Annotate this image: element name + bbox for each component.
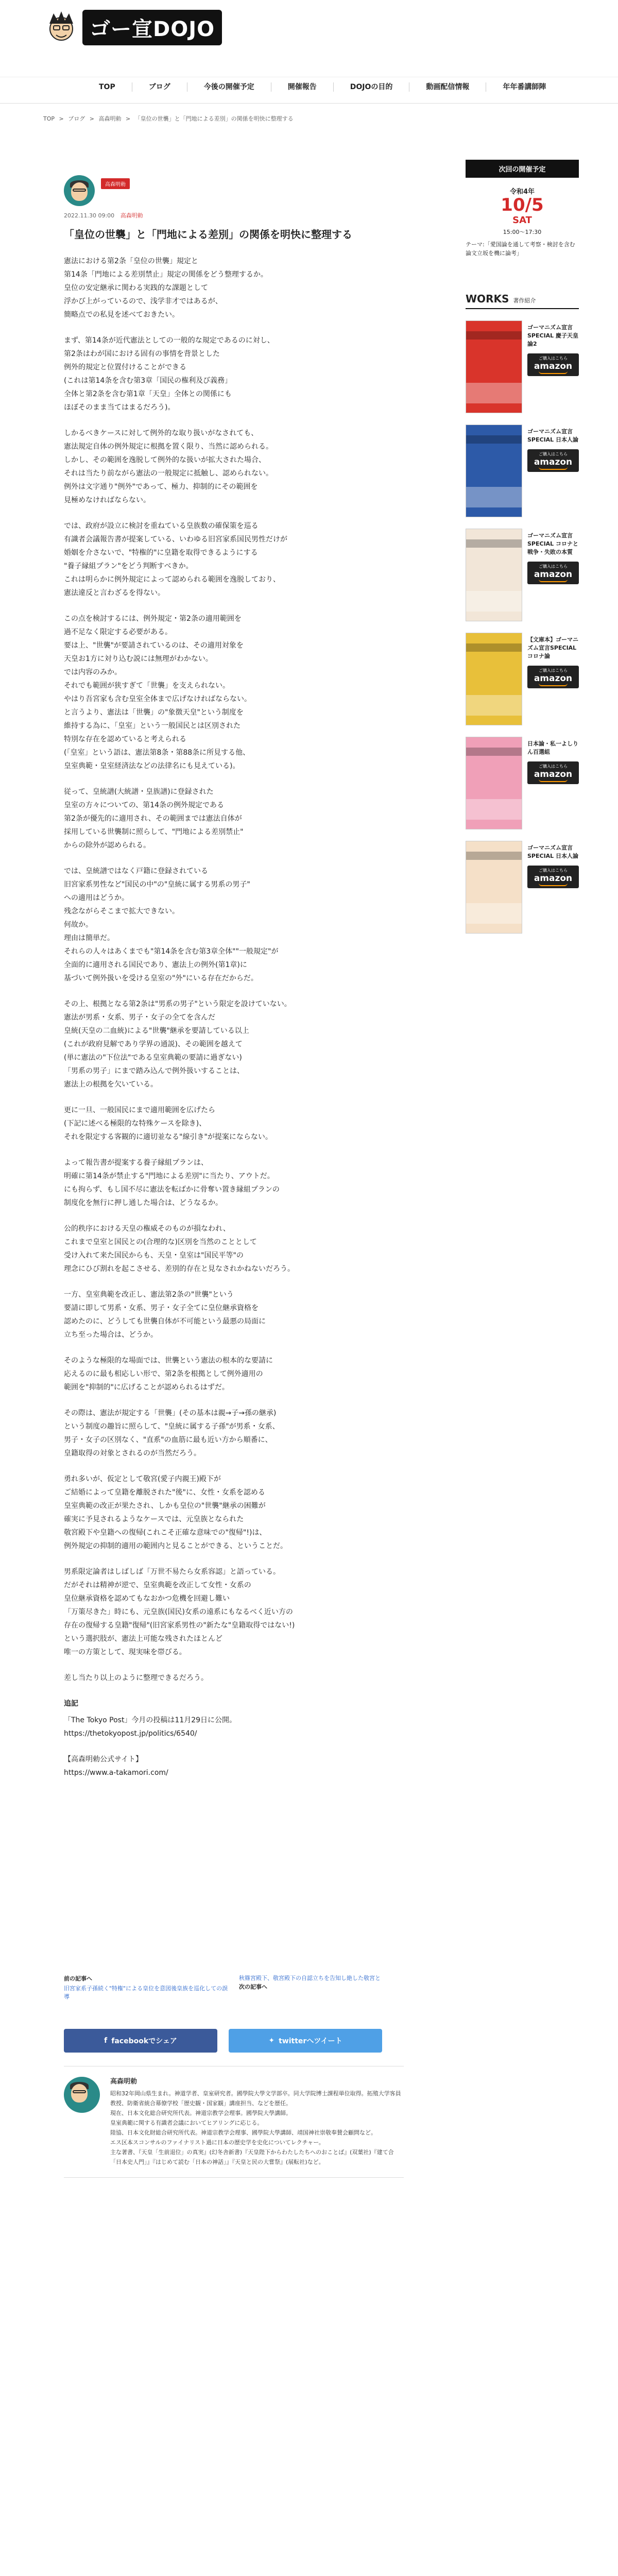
post-paragraph: 更に一旦、一般国民にまで適用範囲を広げたら (下記に述べる極限的な特殊ケースを除き)、 それを限定する客観的に適切並なる"線引き"が提案にならない。 [64, 1106, 272, 1141]
nav-blog[interactable]: ブログ [132, 82, 187, 92]
post-body [64, 255, 404, 1780]
nav-divider [0, 103, 618, 104]
nav-purpose[interactable]: DOJOの目的 [334, 82, 410, 92]
post-paragraph: この点を検討するには、例外規定・第2条の適用範囲を 過不足なく限定する必要がある。 要は上、"世襲"が要請されているのは、その適用対象を 天皇お1方に対り込む説には無理がわかない。 では内容のみか。 それでも範囲が狭すぎて「世襲」を支えられない。 やはり吾宮家も含む皇室全体まで広げなければならない。 と言うより、憲法は「世襲」の"象徴天皇"という制度を 維持する為に、「皇室」という一般国民とは区別された 特別な存在を認めていると考えられる (「皇室」という語は、憲法第8条・第88条に所見する他、 皇室典範・皇室経済法などの法律名にも見えている)。 [64, 615, 251, 770]
book-cover[interactable] [466, 320, 522, 413]
works-heading: WORKS 著作紹介 [466, 293, 579, 309]
facebook-icon: f [104, 2037, 108, 2045]
schedule-dow: SAT [512, 215, 532, 226]
schedule-date: 10/5 [501, 195, 544, 215]
work-title: ゴーマニズム宣言SPECIAL 日本人論 [527, 844, 579, 860]
nav-video[interactable]: 動画配信情報 [409, 82, 486, 92]
amazon-smile-icon [539, 579, 568, 582]
post-paragraph: しかるべきケースに対して例外的な取り扱いがなされても、 憲法規定自体の例外規定に根拠を置く限り、当然に認められる。 しかし、その範囲を逸脱して例外的な扱いが拡大された場合、 それは当たり前ながら憲法の一般規定に抵触し、認められない。 例外は文字通り"例外"であって、極力、抑制的にその範囲を 見極めなければならない。 [64, 429, 273, 504]
schedule-time: 15:00〜17:30 [503, 229, 542, 236]
site-header [0, 0, 618, 77]
post-paragraph: 公的秩序における天皇の権威そのものが損なわれ、 これまで皇室と国民との(合理的な)区別を当然のこととして 受け入れて来た国民からも、天皇・皇室は"国民平等"の 理念にひび割れを起こさせる、差別的存在と見なされかねないだろう。 [64, 1225, 295, 1273]
work-item [466, 737, 579, 829]
post-paragraph: 憲法における第2条「皇位の世襲」規定と 第14条「門地による差別禁止」規定の関係をどう整理するか。 皇位の安定継承に関わる実践的な課題として 浮かび上がっているので、浅学非才ではあるが、 簡略点での私見を述べておきたい。 [64, 257, 268, 319]
amazon-button[interactable]: ご購入はこちら amazon [527, 353, 579, 376]
twitter-share-button[interactable]: ✦ twitterへツイート [229, 2029, 382, 2053]
nav-report[interactable]: 開催報告 [271, 82, 334, 92]
breadcrumb-current: 「皇位の世襲」と「門地による差別」の関係を明快に整理する [134, 115, 294, 122]
breadcrumb-sep: > [59, 115, 64, 122]
twitter-icon: ✦ [268, 2037, 275, 2045]
site-title: 【高森明勅公式サイト】 [64, 1755, 143, 1764]
note-line: 「The Tokyo Post」今月の投稿は11月29日に公開。 [64, 1716, 237, 1724]
amazon-smile-icon [539, 467, 568, 470]
schedule-box[interactable] [466, 178, 579, 262]
post-paragraph: よって報告書が提案する養子縁組プランは、 明確に第14条が禁止する"門地による差別"に当たり、アウトだ。 にも拘らず、もし国不尽に憲法を転ばかに骨奪い置き縁組プランの 制度化を無行に押し通した場合は、どうなるか。 [64, 1159, 280, 1207]
author-profile [64, 2066, 404, 2178]
amazon-button[interactable]: ご購入はこちら amazon [527, 666, 579, 688]
post-paragraph: まず、第14条が近代憲法としての一般的な規定であるのに対し、 第2条はわが国における固有の事情を背景とした 例外的規定と位置付けることができる (これは第14条を含む第3章「国民の権利及び義務」 全体と第2条を含む第1章「天皇」全体との関係にも ほぼそのまま当てはまるだろう)。 [64, 336, 274, 412]
global-nav [82, 82, 562, 92]
post-date: 2022.11.30 09:00 [64, 212, 115, 219]
work-title: ゴーマニズム宣言SPECIAL 慶子天皇論2 [527, 324, 579, 348]
nav-top[interactable]: TOP [82, 82, 132, 92]
book-cover[interactable] [466, 841, 522, 934]
work-item [466, 425, 579, 517]
amazon-button[interactable]: ご購入はこちら amazon [527, 449, 579, 472]
amazon-smile-icon [539, 883, 568, 886]
book-cover[interactable] [466, 425, 522, 517]
breadcrumb-sep: > [125, 115, 131, 122]
breadcrumb-author[interactable]: 高森明勅 [98, 115, 122, 122]
work-title: 【文庫本】ゴーマニズム宣言SPECIAL コロナ論 [527, 636, 578, 660]
share-buttons [64, 2029, 382, 2053]
author-avatar[interactable] [64, 2077, 100, 2113]
breadcrumb-top[interactable]: TOP [43, 115, 55, 122]
breadcrumb-blog[interactable]: ブログ [68, 115, 85, 122]
post-paragraph: 一方、皇室典範を改正し、憲法第2条の"世襲"という 要請に即して男系・女系、男子・女子全てに皇位継承資格を 認めたのに、どうしても世襲自体が不可能という最悪の局面に 立ち至った場合は、どうか。 [64, 1291, 266, 1339]
breadcrumb-sep: > [89, 115, 94, 122]
post-paragraph: 勇れ多いが、仮定として敬宮(愛子内親王)殿下が ご結婚によって皇籍を離脱された"後"に、女性・女系を認める 皇室典範の改正が果たされ、しかも皇位の"世襲"継承の困難が 確実に予見されるようなケースでは、元皇族となられた 敬宮殿下や皇籍への復帰(これこそ正確な意味での"復帰"!)は、 例外規定の抑制的適用の範囲内と見ることができる、ということだ。 [64, 1475, 287, 1550]
post-tag[interactable]: 高森明勅 [120, 212, 143, 219]
post-paragraph: 男系限定論者はしばしば「万世不易たら女系容認」と語っている。 だがそれは精神が逆で、皇室典範を改正して女性・女系の 皇位継承資格を認めてもなおかつ危機を回避し難い 「万策尽きた」時にも、元皇族(国民)女系の遠系にもなるべく近い方の 存在の復帰する皇籍"復帰"(旧宮家系男性の"新たな"皇籍取得ではない!) という選択肢が、憲法上可能な残されたほとんど 唯一の方策として、現実味を帯びる。 [64, 1568, 295, 1656]
work-item [466, 529, 579, 621]
work-item [466, 633, 579, 725]
prev-post-link[interactable]: 旧宮家系子孫続く"特権"による皇位を意図後皇族を巡化しての誤導 [64, 1985, 228, 2000]
breadcrumb [43, 114, 296, 123]
author-name[interactable]: 高森明勅 [110, 2078, 138, 2086]
book-cover[interactable] [466, 633, 522, 725]
post-meta [64, 211, 404, 219]
amazon-smile-icon [539, 371, 568, 374]
next-post-link[interactable]: 秋篠宮殿下、敬宮殿下の自認立ちを告知し絶した敬宮と [239, 1975, 381, 1981]
post-paragraph: その上、根拠となる第2条は"男系の男子"という限定を設けていない。 憲法が男系・女系、男子・女子の全てを含んだ 皇統(天皇の二血統)による"世襲"継承を要請している以上 (これが政府見解であり学界の通説)、その範囲を越えて (単に憲法の"下位法"である皇室典範の要請に過ぎない) 「男系の男子」にまで踏み込んで例外扱いすることは、 憲法上の根拠を欠いている。 [64, 1000, 291, 1089]
article [64, 175, 404, 1792]
post-navigation [64, 1974, 404, 2001]
author-avatar[interactable] [64, 175, 95, 206]
site-link[interactable]: https://www.a-takamori.com/ [64, 1769, 168, 1777]
category-badge[interactable]: 高森明勅 [101, 178, 130, 189]
post-paragraph: 従って、皇統譜(大統譜・皇族譜)に登録された 皇室の方々についての、第14条の例外規定である 第2条が優先的に適用され、その範囲までは憲法自体が 採用している世襲制に照らして、"門地による差別禁止" からの除外が認められる。 [64, 788, 244, 850]
site-logo[interactable] [43, 9, 222, 45]
note-link[interactable]: https://thetokyopost.jp/politics/6540/ [64, 1730, 197, 1738]
book-cover[interactable] [466, 529, 522, 621]
post-paragraph: 差し当たり以上のように整理できるだろう。 [64, 1674, 208, 1682]
schedule-year: 令和4年 [509, 188, 535, 196]
post-title: 「皇位の世襲」と「門地による差別」の関係を明快に整理する [64, 228, 352, 241]
amazon-smile-icon [539, 683, 568, 686]
nav-lecturers[interactable]: 年年番講師陣 [503, 83, 546, 91]
amazon-button[interactable]: ご購入はこちら amazon [527, 866, 579, 888]
post-paragraph: では、皇統譜ではなく戸籍に登録されている 旧宮家系男性など"国民の中"の"皇統に属する男系の男子" への適用はどうか。 残念ながらそこまで拡大できない。 何故か。 理由は簡単だ。 それらの人々はあくまでも"第14条を含む第3章全体""一般規定"が 全面的に適用される国民であり、憲法上の例外(第1章)に 基づいて例外扱いを受ける皇室の"外"にいる存在だからだ。 [64, 867, 279, 982]
post-paragraph: その際は、憲法が規定する「世襲」(その基本は親→子→孫の継承) という制度の趣旨に照らして、"皇統に属する子孫"が男系・女系、 男子・女子の区別なく、"直系"の血筋に最も近い方から順番に、 皇籍取得の対象とされるのが当然だろう。 [64, 1409, 280, 1458]
book-cover[interactable] [466, 737, 522, 829]
logo-text: ゴー宣DOJO [82, 10, 222, 45]
prev-label: 前の記事へ [64, 1975, 92, 1982]
note-title: 追記 [64, 1700, 78, 1708]
work-title: 日本論・私一よしりん百選組 [527, 740, 578, 756]
schedule-heading: 次回の開催予定 [466, 160, 579, 178]
next-label: 次の記事へ [239, 1984, 267, 1990]
logo-face-icon [43, 9, 79, 45]
work-title: ゴーマニズム宣言SPECIAL コロナと戦争・失敗の本質 [527, 532, 579, 556]
nav-schedule[interactable]: 今後の開催予定 [187, 82, 271, 92]
amazon-button[interactable]: ご購入はこちら amazon [527, 562, 579, 584]
amazon-smile-icon [539, 779, 568, 782]
author-bio: 昭和32年岡山県生まれ。神道学者、皇室研究者。國學院大學文学部卒。同大学院博士課程単位取得。拓殖大学客員教授、防衛省統合幕僚学校「歴史観・国家観」講座担当、などを歴任。 現在、日本文化総合研究所代表。神道宗教学会理事。國學院大學講師。 皇室典範に関する有識者会議においてヒアリングに応じる。 陸協、日本文化財総合研究所代表。神道宗教学会理事、國學院大學講師、靖国神社崇敬奉賛会顧問など。 エス区本スコンサルのファイナリスト過に日本の歴史学を史化についてレクチャー。 主な著書、『天皇「生前退位」の真実』(幻冬舎新書)『天皇陛下からわたしたちへのおことば』(双葉社)『建て合「日本史人門」』『はじめて読む「日本の神話」』『天皇と民の大嘗祭』(展転社)など。 [110, 2090, 401, 2165]
amazon-button[interactable]: ご購入はこちら amazon [527, 761, 579, 784]
facebook-share-button[interactable]: f facebookでシェア [64, 2029, 217, 2053]
sidebar [466, 160, 579, 934]
schedule-theme: テーマ:「愛国論を通して考察・検討を含む論文立坂を機に論考」 [466, 241, 575, 257]
work-item [466, 320, 579, 413]
work-item [466, 841, 579, 934]
post-paragraph: そのような極限的な場面では、世襲という憲法の根本的な要請に 応えるのに最も相応しい形で、第2条を根拠として例外適用の 範囲を"抑制的"に広げることが認められるはずだ。 [64, 1357, 273, 1392]
post-paragraph: では、政府が設立に検討を重ねている皇族数の確保策を巡る 有識者会議報告書が提案している、いわゆる旧宮家系国民男性だけが 婚姻を介さないで、"特権的"に皇籍を取得できるようにする "養子縁組プラン"をどう判断すべきか。 これは明らかに例外規定によって認められる範囲を逸脱しており、 憲法違反と言わざるを得ない。 [64, 522, 287, 597]
work-title: ゴーマニズム宣言SPECIAL 日本人論 [527, 428, 579, 444]
